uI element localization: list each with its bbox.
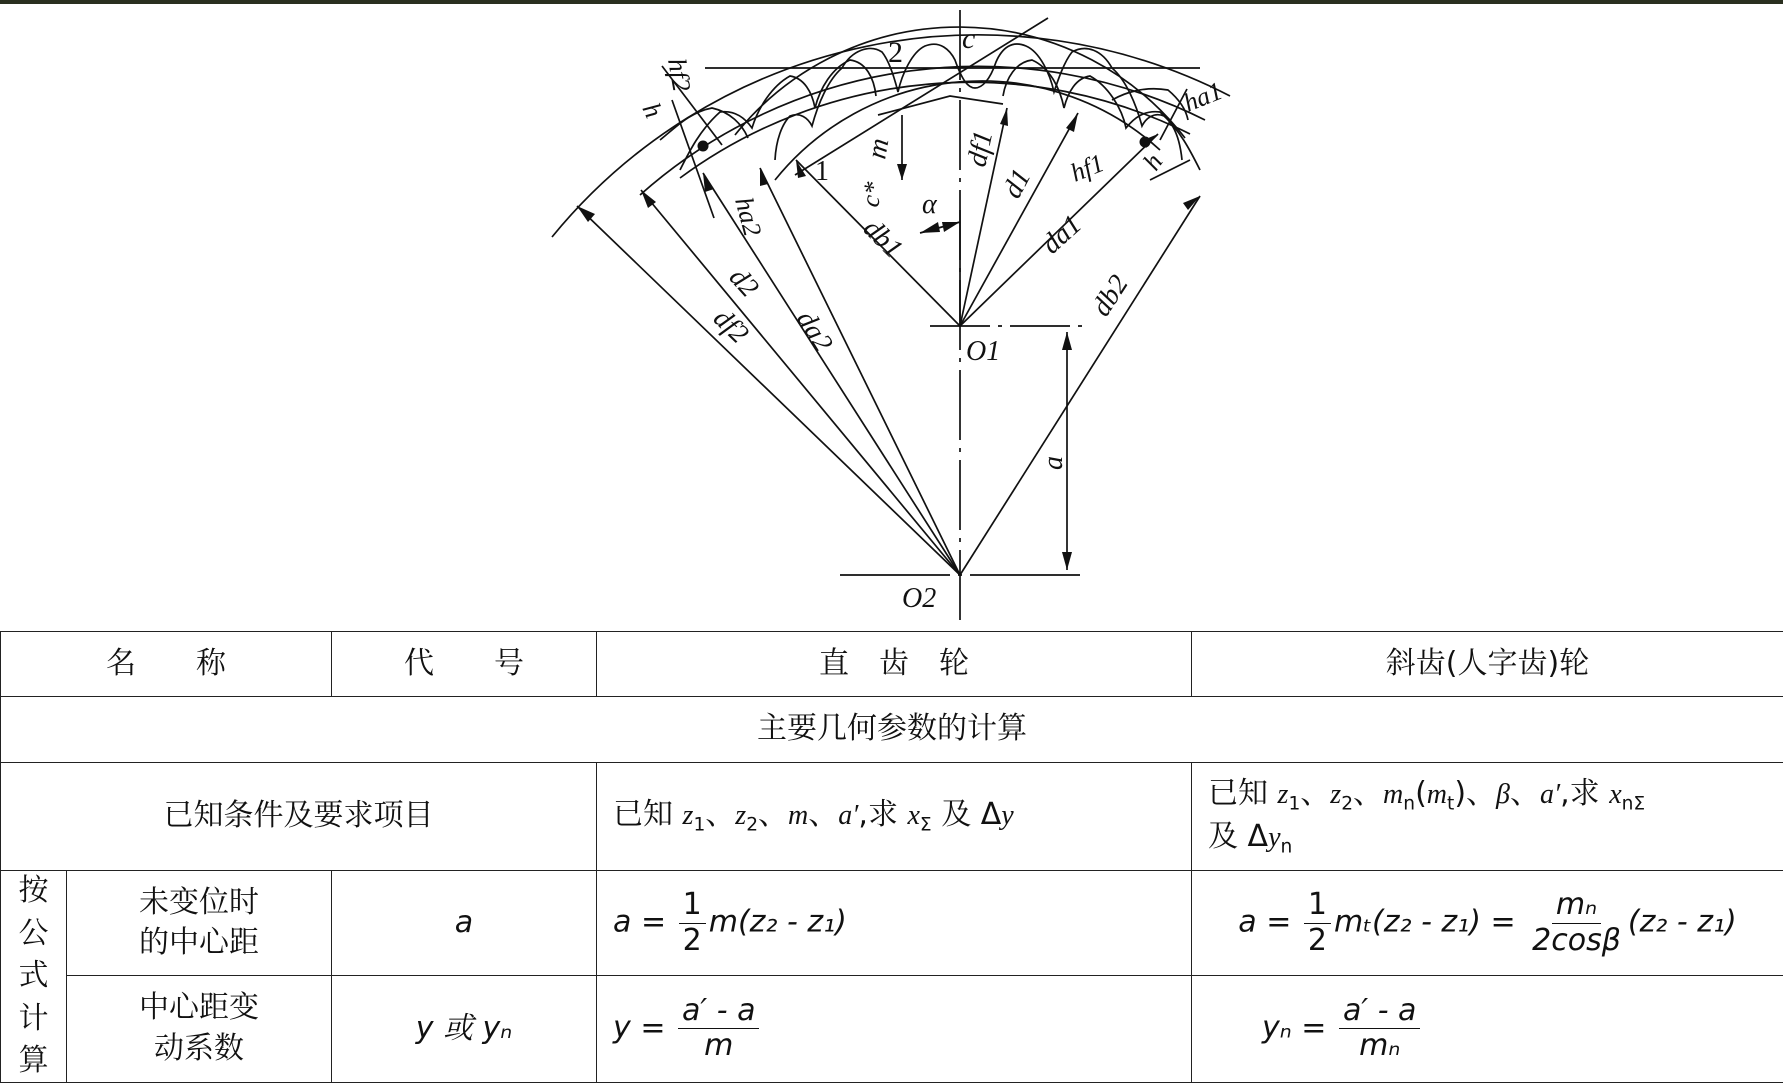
row-symbol-y: y 或 yₙ xyxy=(332,976,597,1082)
label-df1: df1 xyxy=(962,128,1000,169)
header-spur-gear: 直 齿 轮 xyxy=(597,632,1192,697)
pitch-point-left xyxy=(698,141,709,152)
formula-spur-y: y = $\frac{a' - a}{m}$ xyxy=(597,976,1192,1082)
df2-line xyxy=(577,206,960,575)
group-label-formula: 按 公 式 计 算 xyxy=(1,871,67,1083)
label-db2: db2 xyxy=(1086,270,1135,322)
label-ha1: ha1 xyxy=(1179,76,1226,117)
label-gear1: 1 xyxy=(815,156,829,187)
label-hf2: hf2 xyxy=(662,56,696,94)
label-db1: db1 xyxy=(857,213,909,265)
row-name-center-distance: 未变位时 的中心距 xyxy=(67,871,332,976)
formula-helical-y: yₙ = $\frac{a' - a}{\text{mₙ}}$ xyxy=(1192,976,1783,1082)
db2-line xyxy=(960,196,1200,575)
pitch-point-right xyxy=(1140,137,1151,148)
known-conditions-row xyxy=(1,763,1783,871)
label-gear2: 2 xyxy=(888,36,903,69)
formula-spur-a: a = $\frac{1}{2}$ m(z₂ - z₁) xyxy=(597,871,1192,976)
row-name-center-distance-coef: 中心距变 动系数 xyxy=(67,976,332,1082)
label-m: m xyxy=(861,136,895,161)
known-conditions-label: 已知条件及要求项目 xyxy=(1,763,597,871)
header-name: 名 称 xyxy=(1,632,332,697)
label-alpha: α xyxy=(922,189,938,220)
label-hf1: hf1 xyxy=(1066,148,1108,187)
row-symbol-a: a xyxy=(332,871,597,976)
label-o2: O2 xyxy=(902,583,936,614)
label-d2: d2 xyxy=(723,262,765,304)
label-h: h xyxy=(637,98,669,122)
formula-helical-a: a = $\frac{1}{2}$ mₜ(z₂ - z₁) = $\frac{\text{mₙ}}{2\cos\beta}$ (z₂ - z₁) xyxy=(1192,871,1783,976)
label-o1: O1 xyxy=(966,336,1000,367)
known-conditions-spur: 已知 $z_1$、$z_2$、m、a′,求 $x_\Sigma$ 及 Δy xyxy=(597,763,1192,871)
label-da1: da1 xyxy=(1036,209,1088,260)
table-row xyxy=(1,976,1783,1082)
label-ha2: ha2 xyxy=(729,194,767,239)
table-row xyxy=(1,871,1783,976)
label-c: c xyxy=(962,22,975,55)
label-a: a xyxy=(1038,456,1069,470)
gear2-teeth xyxy=(680,60,1200,170)
gear2-pitch-arc xyxy=(640,66,1205,195)
table-header-row xyxy=(1,632,1783,697)
label-da2: da2 xyxy=(790,305,839,357)
header-helical-gear: 斜齿(人字齿)轮 xyxy=(1192,632,1783,697)
label-c-star: c* xyxy=(855,180,888,209)
d2-line xyxy=(641,190,960,575)
label-h-right: h xyxy=(1137,148,1168,175)
gear-parameter-table xyxy=(0,631,1783,1083)
label-d1: d1 xyxy=(997,164,1038,203)
label-df2: df2 xyxy=(707,303,754,350)
section-title-row xyxy=(1,697,1783,763)
line-of-action xyxy=(795,18,1048,175)
header-symbol: 代 号 xyxy=(332,632,597,697)
section-title: 主要几何参数的计算 xyxy=(1,697,1783,763)
known-conditions-helical: 已知 $z_1$、$z_2$、$m_n(m_t)$、β、a′,求 $x_{n\Sigma}$ 及 $\Delta y_n$ xyxy=(1192,763,1783,871)
gear2-root-arc xyxy=(680,82,1190,178)
